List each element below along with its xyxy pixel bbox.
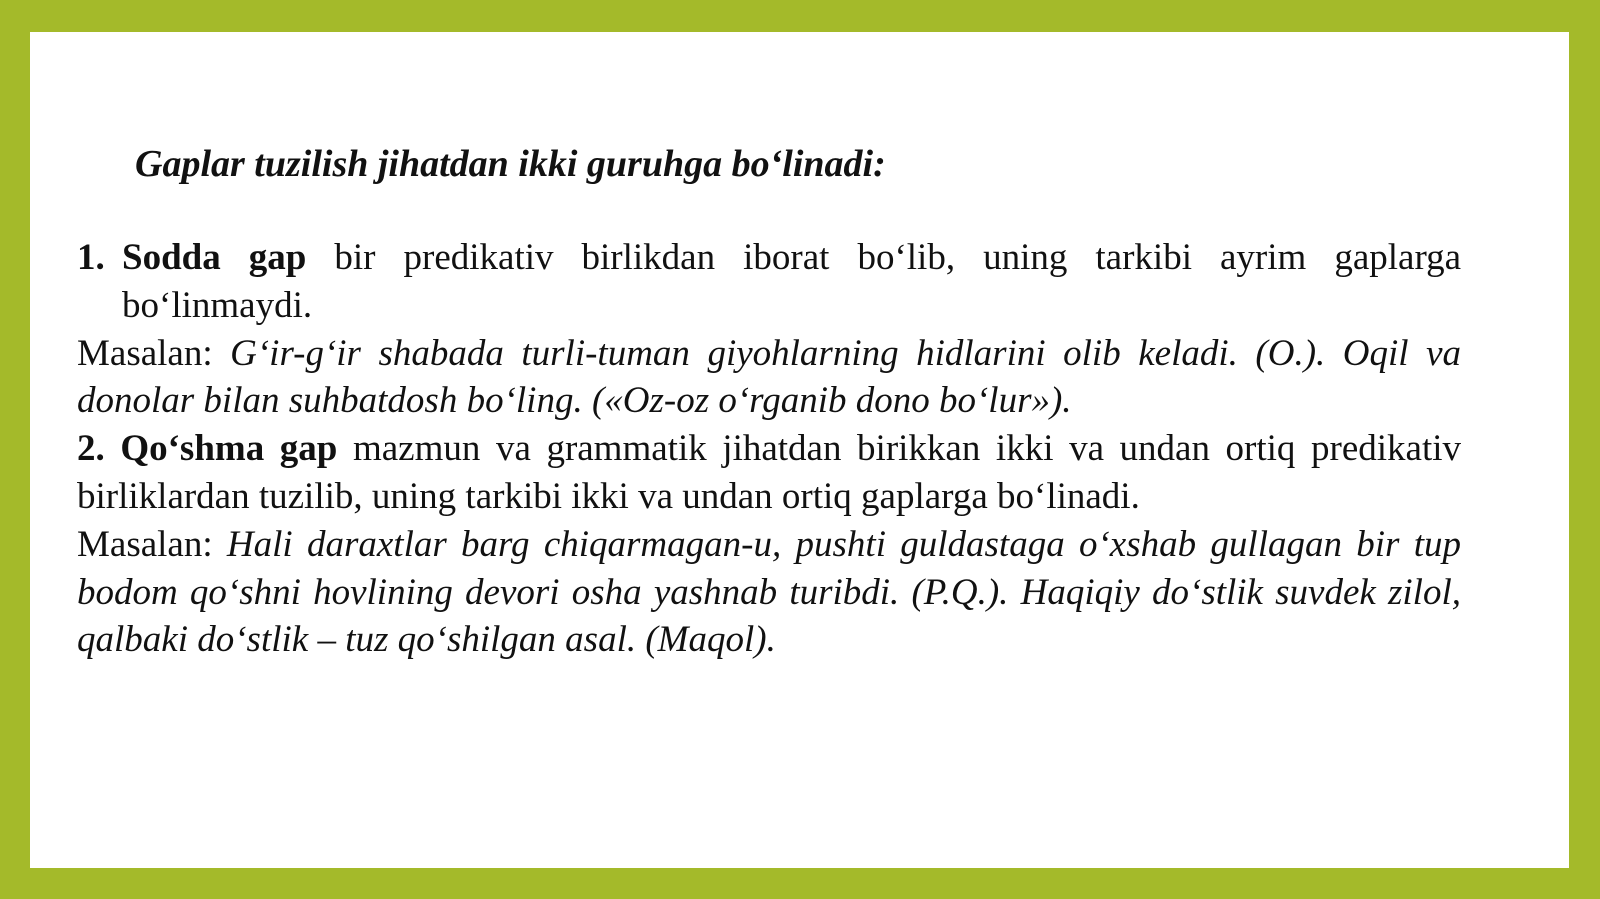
item-sodda-gap	[77, 234, 1461, 330]
item-term: Sodda gap	[122, 237, 307, 278]
slide	[30, 32, 1569, 868]
item-qoshma-gap	[77, 425, 1461, 521]
example-text: Hali daraxtlar barg chiqarmagan-u, pushti guldastaga o‘xshab gullagan bir tup bodom qo‘shni hovlining devori osha yashnab turibdi. (P.Q.). Haqiqiy do‘stlik suvdek zilol, qalbaki do‘stlik – tuz qo‘shilgan asal. (Maqol).	[77, 523, 1461, 661]
example-label: Masalan:	[77, 523, 213, 565]
example-text: G‘ir-g‘ir shabada turli-tuman giyohlarning hidlarini olib keladi. (O.). Oqil va donolar bilan suhbatdosh bo‘ling. («Oz-oz o‘rganib dono bo‘lur»).	[77, 332, 1461, 422]
item-definition: mazmun va grammatik jihatdan birikkan ikki va undan ortiq predikativ birliklardan tuzilib, uning tarkibi ikki va undan ortiq gaplarga bo‘linadi.	[77, 428, 1462, 517]
example-qoshma-gap	[77, 521, 1461, 664]
item-term: Qo‘shma gap	[120, 428, 338, 470]
slide-heading: Gaplar tuzilish jihatdan ikki guruhga bo‘linadi:	[135, 143, 886, 185]
slide-content	[77, 234, 1461, 664]
item-number: 2.	[77, 428, 105, 470]
item-number: 1.	[77, 237, 105, 278]
example-sodda-gap	[77, 330, 1461, 426]
item-definition: bir predikativ birlikdan iborat bo‘lib, uning tarkibi ayrim gaplarga bo‘linmaydi.	[122, 237, 1462, 326]
example-label: Masalan:	[77, 332, 213, 374]
